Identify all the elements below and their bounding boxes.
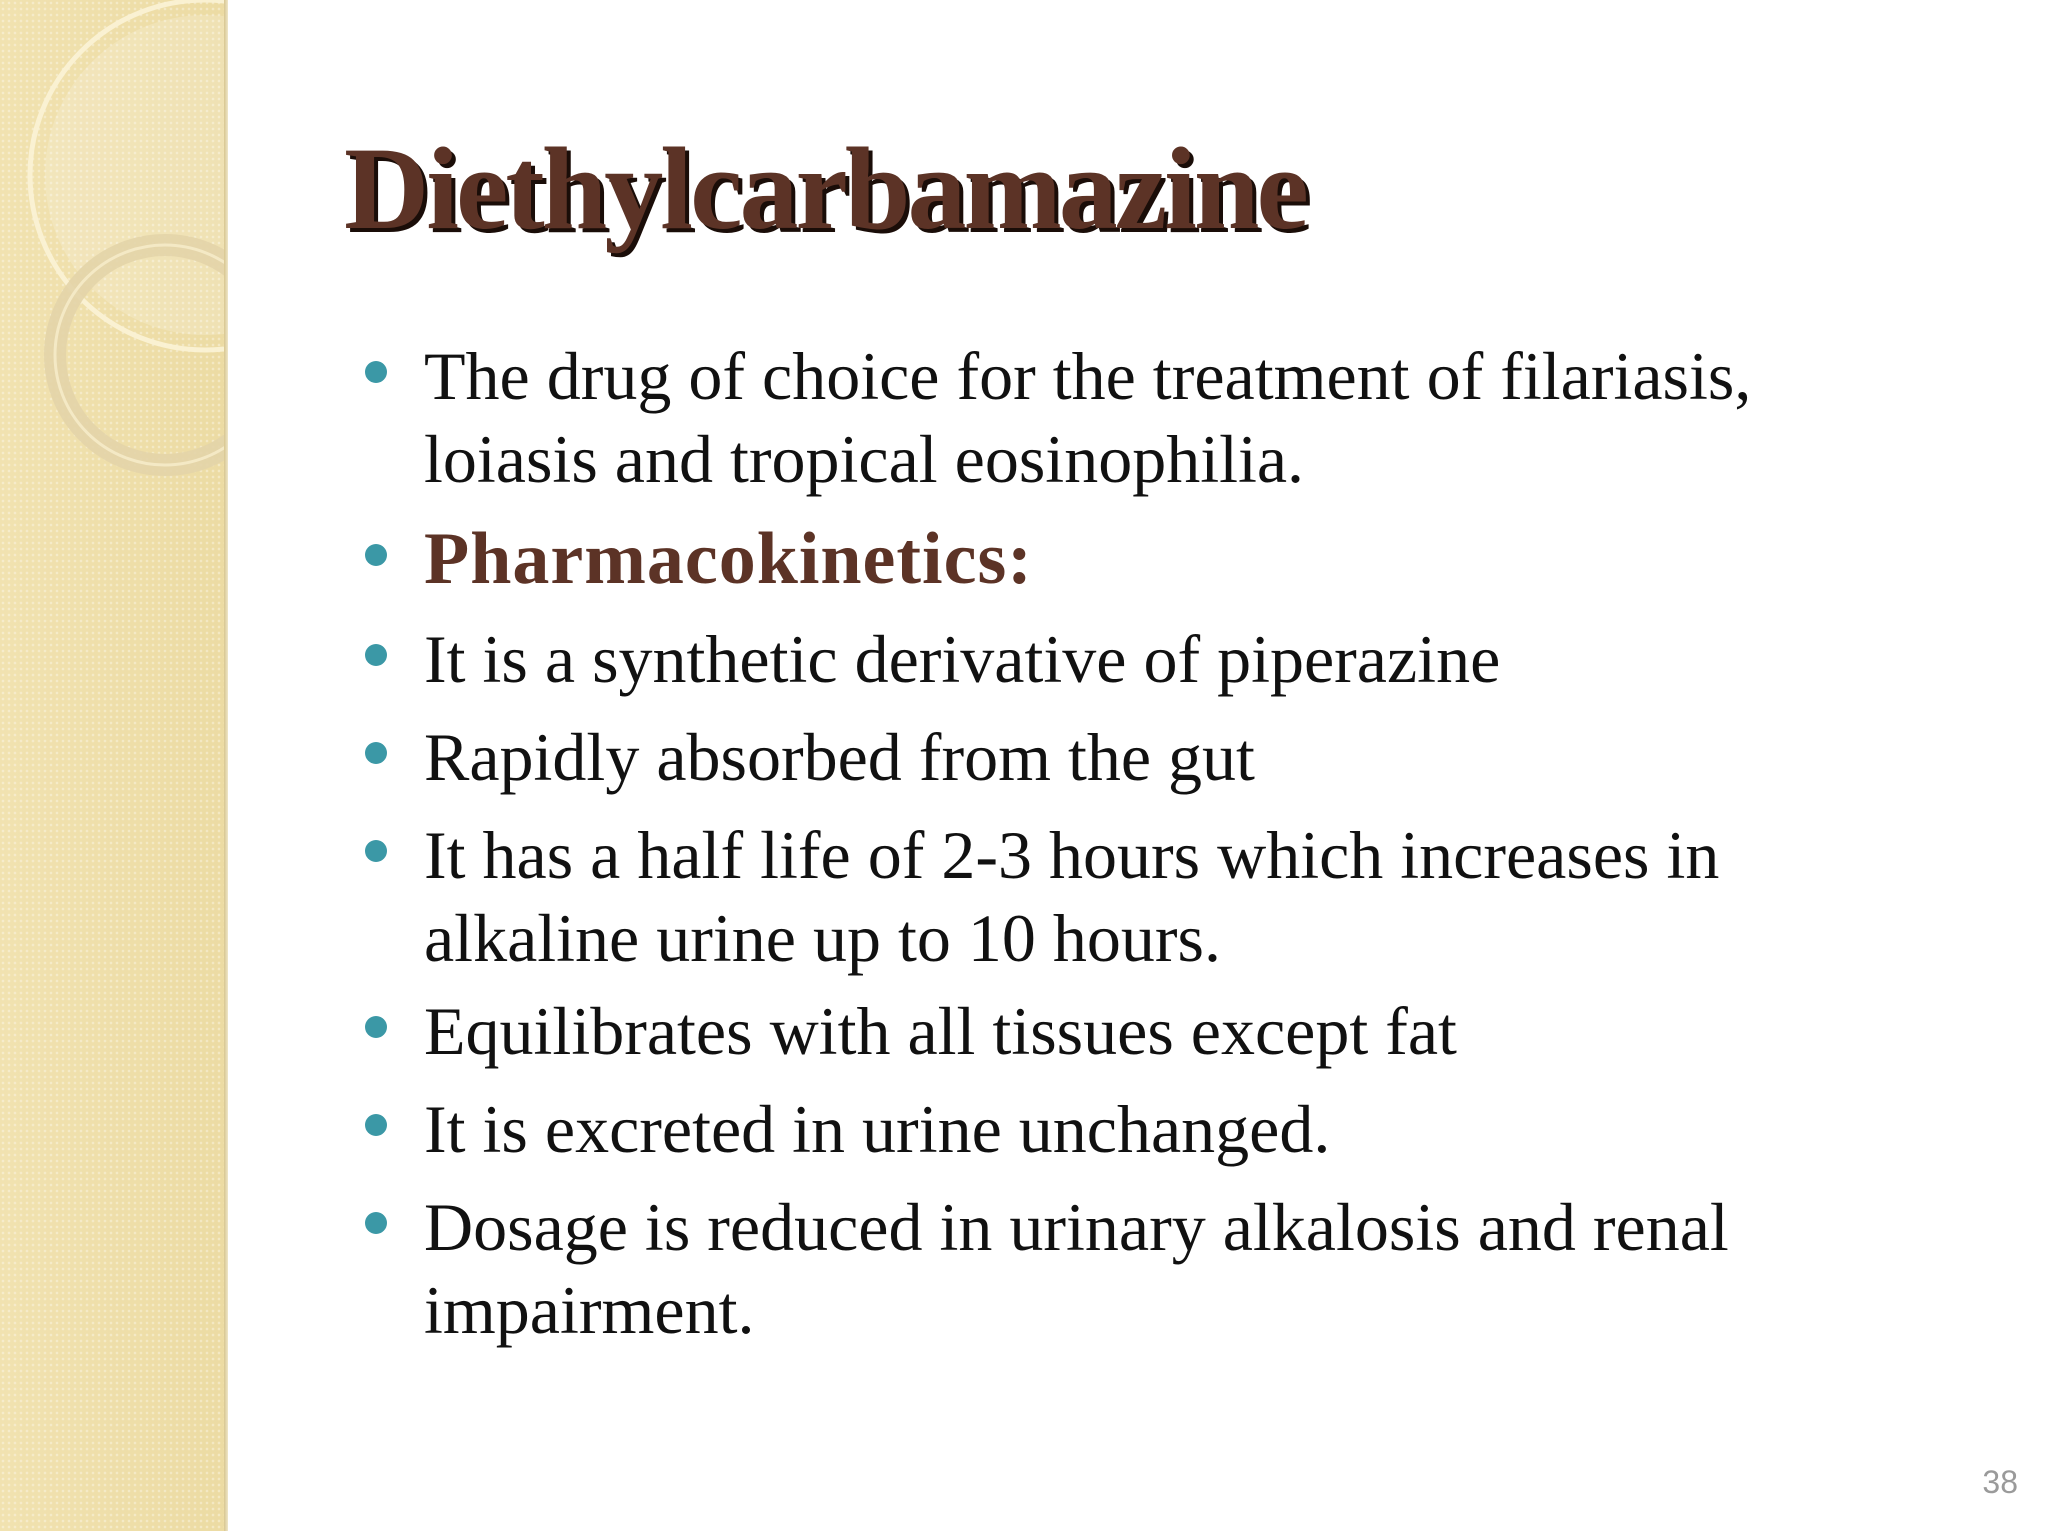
bullet-item — [424, 1088, 1904, 1171]
bullet-dot-icon — [365, 840, 387, 862]
bullet-item — [424, 335, 1904, 501]
bullet-dot-icon — [365, 361, 387, 383]
section-heading: Pharmacokinetics: — [424, 518, 1033, 600]
bullet-text: Equilibrates with all tissues except fat — [424, 993, 1457, 1069]
bullet-text: It is excreted in urine unchanged. — [424, 1091, 1331, 1167]
bullet-text: The drug of choice for the treatment of filariasis, loiasis and tropical eosinophilia. — [424, 338, 1752, 497]
decorative-rings — [0, 0, 224, 520]
decorative-sidebar — [0, 0, 224, 1531]
bullet-text: Dosage is reduced in urinary alkalosis and renal impairment. — [424, 1189, 1729, 1348]
bullet-item — [424, 1186, 1904, 1352]
page-number: 38 — [1982, 1464, 2018, 1500]
sidebar-divider — [224, 0, 228, 1531]
bullet-item — [424, 716, 1904, 799]
bullet-dot-icon — [365, 1212, 387, 1234]
bullet-dot-icon — [365, 544, 387, 566]
bullet-text: It is a synthetic derivative of piperazine — [424, 621, 1501, 697]
bullet-dot-icon — [365, 644, 387, 666]
slide-title: Diethylcarbamazine — [344, 123, 1306, 254]
bullet-dot-icon — [365, 742, 387, 764]
bullet-dot-icon — [365, 1016, 387, 1038]
bullet-text: Rapidly absorbed from the gut — [424, 719, 1255, 795]
bullet-item — [424, 814, 1904, 980]
bullet-item — [424, 990, 1904, 1073]
bullet-text: It has a half life of 2-3 hours which increases in alkaline urine up to 10 hours. — [424, 817, 1720, 976]
bullet-item — [424, 618, 1904, 701]
bullet-dot-icon — [365, 1114, 387, 1136]
bullet-item-heading — [424, 518, 1904, 601]
